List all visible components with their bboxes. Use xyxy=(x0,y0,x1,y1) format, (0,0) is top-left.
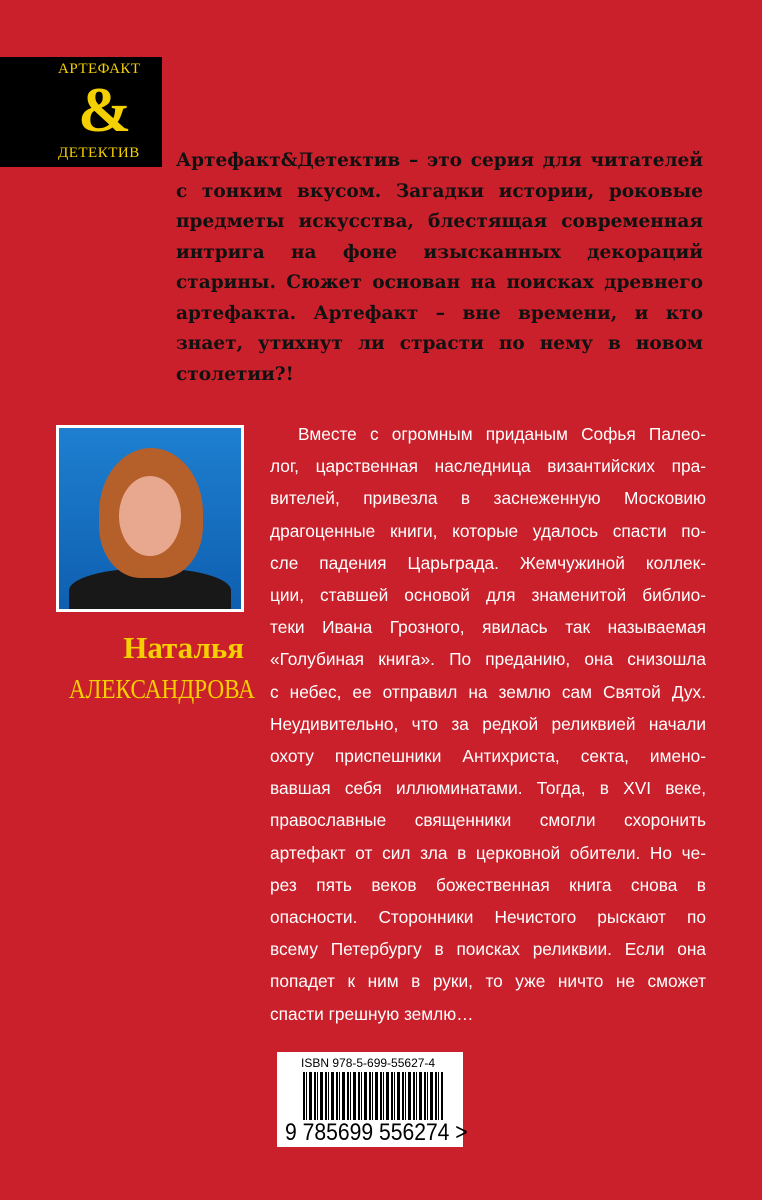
blurb-line: знает, утихнут ли страсти по нему в новом xyxy=(176,333,703,354)
logo-bottom-text: ДЕТЕКТИВ xyxy=(58,145,140,161)
description-line: рез пять веков божественная книга снова в xyxy=(270,874,706,895)
author-last-name: АЛЕКСАНДРОВА xyxy=(68,674,255,704)
series-blurb xyxy=(176,146,703,390)
description-line: всему Петербургу в поисках реликвии. Если она xyxy=(270,939,706,960)
description-line: Неудивительно, что за редкой реликвией начали xyxy=(270,713,706,734)
blurb-line: интрига на фоне изысканных декораций xyxy=(176,241,703,263)
author-photo xyxy=(56,425,244,612)
description-line: православные священники смогли схоронить xyxy=(270,810,706,831)
blurb-line: старины. Сюжет основан на поисках древнего xyxy=(176,272,703,293)
description-line: «Голубиная книга». По преданию, она снизошла xyxy=(270,649,706,670)
book-description xyxy=(270,418,706,1030)
blurb-line: столетии?! xyxy=(176,363,294,385)
blurb-line: Артефакт&Детектив – это серия для читателей xyxy=(176,150,703,171)
photo-face xyxy=(119,476,181,556)
logo-ampersand: & xyxy=(78,74,132,145)
description-line: охоту приспешники Антихриста, секта, имено- xyxy=(270,746,706,767)
logo-top-text: АРТЕФАКТ xyxy=(58,61,141,77)
description-line: вавшая себя иллюминатами. Тогда, в XVI веке, xyxy=(270,778,706,799)
description-line: драгоценные книги, которые удалось спасти по- xyxy=(270,520,706,541)
description-line: теки Ивана Грозного, явилась так называемая xyxy=(270,617,706,638)
description-line: Вместе с огромным приданым Софья Палео- xyxy=(298,424,706,444)
description-line: опасности. Сторонники Нечистого рыскают по xyxy=(270,907,706,928)
blurb-line: предметы искусства, блестящая современная xyxy=(176,211,703,232)
series-logo xyxy=(0,57,162,167)
description-line: артефакт от сил зла в церковной обители. Но че- xyxy=(270,842,706,863)
description-line: попадет к ним в руки, то уже ничто не сможет xyxy=(270,971,706,992)
description-line: лог, царственная наследница византийских пра- xyxy=(270,456,706,477)
description-line: сле падения Царьграда. Жемчужиной коллек- xyxy=(270,552,706,573)
isbn-barcode xyxy=(277,1052,468,1147)
blurb-line: артефакта. Артефакт – вне времени, и кто xyxy=(176,302,703,324)
barcode-bars xyxy=(303,1072,443,1120)
author-first-name: Наталья xyxy=(123,630,244,665)
isbn-text: ISBN 978-5-699-55627-4 xyxy=(301,1056,436,1070)
description-line: ции, ставшей основой для знаменитой библио- xyxy=(270,585,706,606)
description-line: с небес, ее отправил на землю сам Святой Дух. xyxy=(270,681,706,702)
barcode-digits: 9 785699 556274 > xyxy=(285,1119,468,1146)
blurb-line: с тонким вкусом. Загадки истории, роковые xyxy=(176,180,703,202)
description-line: вителей, привезла в заснеженную Московию xyxy=(270,488,706,509)
description-line: спасти грешную землю… xyxy=(270,1003,474,1024)
